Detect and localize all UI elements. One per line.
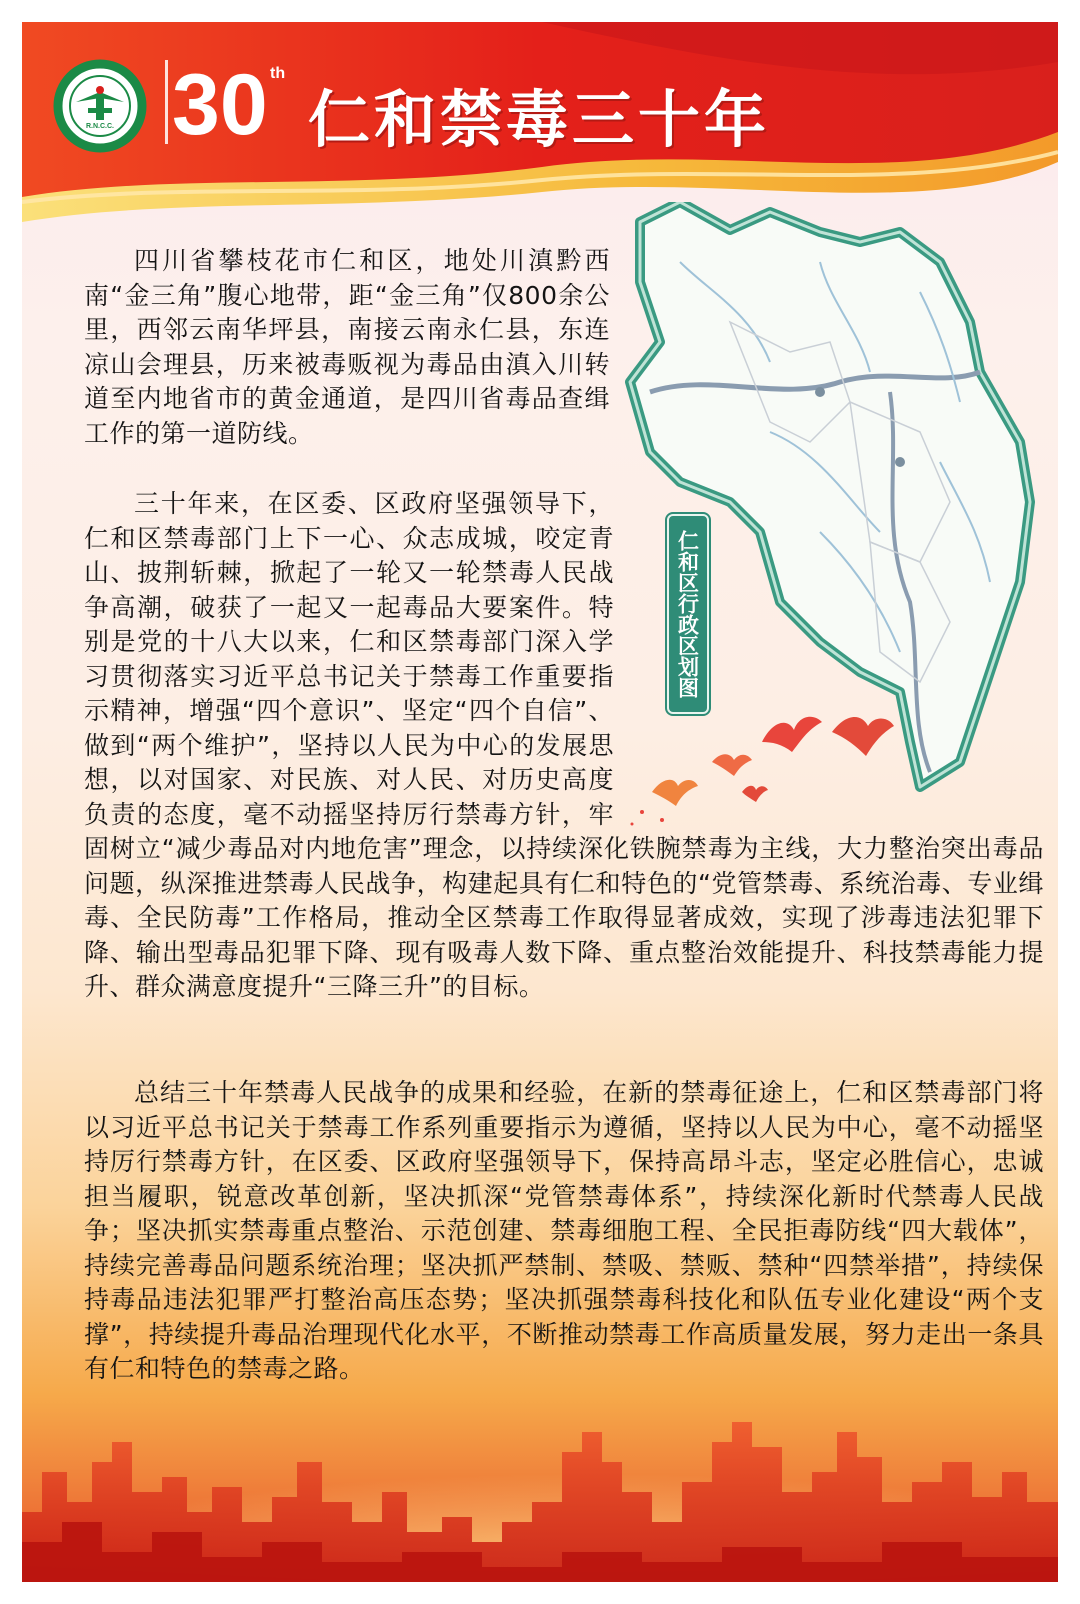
map-text-wrap-spacer [614, 487, 1044, 819]
map-label: 仁和区行政区划图 [667, 514, 709, 714]
intro-paragraph: 四川省攀枝花市仁和区，地处川滇黔西南“金三角”腹心地带，距“金三角”仅800余公里，西邻云南华坪县，南接云南永仁县，东连凉山会理县，历来被毒贩视为毒品由滇入川转道至内地省市的黄金通道，是四川省毒品查缉工作的第一道防线。 [84, 246, 610, 448]
anniversary-30th-badge [172, 56, 292, 146]
poster [22, 22, 1058, 1582]
page-title: 仁和禁毒三十年 [308, 83, 771, 156]
history-paragraph-text: 三十年来，在区委、区政府坚强领导下，仁和区禁毒部门上下一心、众志成城，咬定青山、披荆斩棘，掀起了一轮又一轮禁毒人民战争高潮，破获了一起又一起毒品大要案件。特别是党的十八大以来，仁和区禁毒部门深入学习贯彻落实习近平总书记关于禁毒工作重要指示精神，增强“四个意识”、坚定“四个自信”、做到“两个维护”，坚持以人民为中心的发展思想，以对国家、对民族、对人民、对历史高度负责的态度，毫不动摇坚持厉行禁毒方针，牢固树立“减少毒品对内地危害”理念，以持续深化铁腕禁毒为主线，大力整治突出毒品问题，纵深推进禁毒人民战争，构建起具有仁和特色的“党管禁毒、系统治毒、专业缉毒、全民防毒”工作格局，推动全区禁毒工作取得显著成效，实现了涉毒违法犯罪下降、输出型毒品犯罪下降、现有吸毒人数下降、重点整治效能提升、科技禁毒能力提升、群众满意度提升“三降三升”的目标。 [84, 489, 1044, 1001]
emblem-initials: R.N.C.C. [86, 123, 114, 130]
anniversary-suffix: th [270, 65, 286, 82]
commission-emblem-icon [52, 58, 148, 154]
header-divider [165, 60, 168, 144]
anniversary-number: 30 [172, 57, 268, 146]
city-skyline-decoration [22, 1402, 1058, 1582]
future-paragraph: 总结三十年禁毒人民战争的成果和经验，在新的禁毒征途上，仁和区禁毒部门将以习近平总书记关于禁毒工作系列重要指示为遵循，坚持以人民为中心，毫不动摇坚持厉行禁毒方针，在区委、区政府坚强领导下，保持高昂斗志，坚定必胜信心，忠诚担当履职，锐意改革创新，坚决抓深“党管禁毒体系”，持续深化新时代禁毒人民战争；坚决抓实禁毒重点整治、示范创建、禁毒细胞工程、全民拒毒防线“四大载体”，持续完善毒品问题系统治理；坚决抓严禁制、禁吸、禁贩、禁种“四禁举措”，持续保持毒品违法犯罪严打整治高压态势；坚决抓强禁毒科技化和队伍专业化建设“两个支撑”，持续提升毒品治理现代化水平，不断推动禁毒工作高质量发展，努力走出一条具有仁和特色的禁毒之路。 [84, 1078, 1044, 1383]
history-paragraph [84, 487, 1044, 1005]
